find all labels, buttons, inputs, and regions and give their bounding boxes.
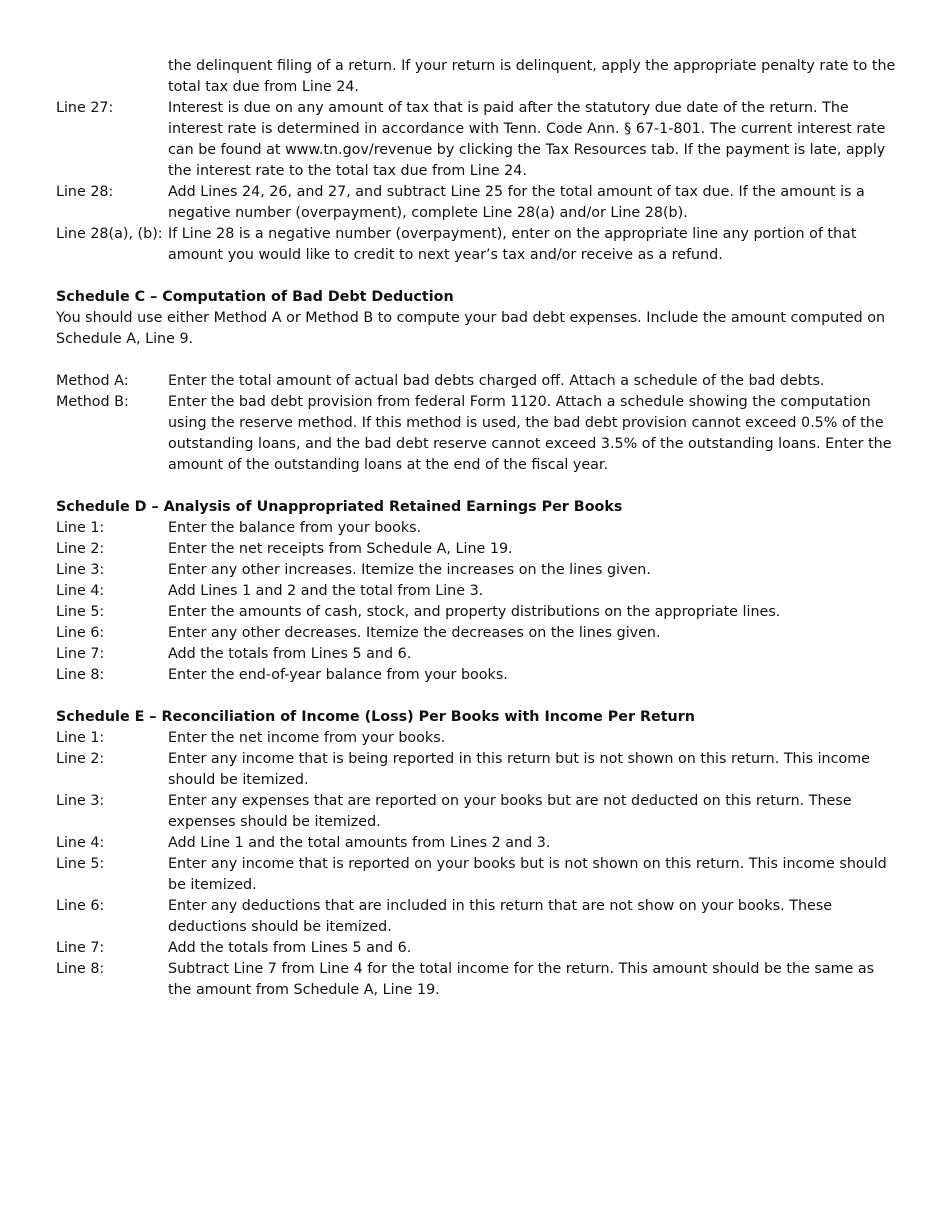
row-label: Line 6: [56,898,105,914]
instruction-row [56,98,896,182]
line-row [56,854,896,896]
instruction-row [56,56,896,98]
row-text: Enter the amounts of cash, stock, and property distributions on the appropriate lines. [168,604,781,620]
row-label: Line 27: [56,100,114,116]
row-label: Line 1: [56,520,105,536]
row-text: Enter the total amount of actual bad debts charged off. Attach a schedule of the bad debts. [168,373,825,389]
line-row [56,623,896,644]
instruction-row [56,224,896,266]
row-label: Line 3: [56,562,105,578]
row-label: Line 2: [56,751,105,767]
row-label: Line 4: [56,583,105,599]
line-row [56,938,896,959]
schedule-e-section [56,707,896,1001]
row-text: Enter any income that is being reported in this return but is not shown on this return. This income should be itemized. [168,751,870,788]
row-label: Line 5: [56,856,105,872]
row-label: Line 7: [56,940,105,956]
line-row [56,749,896,791]
schedule-d-heading: Schedule D – Analysis of Unappropriated Retained Earnings Per Books [56,499,623,515]
method-row [56,371,896,392]
schedule-d-section [56,497,896,686]
line-row [56,539,896,560]
line-row [56,665,896,686]
spacer [56,350,896,371]
row-text: Enter any other increases. Itemize the increases on the lines given. [168,562,651,578]
line-row [56,833,896,854]
row-label: Line 4: [56,835,105,851]
document-page [56,56,896,1001]
row-label: Method B: [56,394,129,410]
row-label: Line 6: [56,625,105,641]
row-text: Enter any other decreases. Itemize the decreases on the lines given. [168,625,661,641]
line-row [56,518,896,539]
line-row [56,644,896,665]
row-label: Line 1: [56,730,105,746]
row-text: Enter any income that is reported on your books but is not shown on this return. This income should be itemized. [168,856,887,893]
row-text: Enter the net income from your books. [168,730,446,746]
schedule-c-heading: Schedule C – Computation of Bad Debt Deduction [56,289,454,305]
intro-section [56,56,896,266]
row-label: Line 3: [56,793,105,809]
row-label: Line 28(a), (b): [56,226,163,242]
row-text: Enter the end-of-year balance from your books. [168,667,508,683]
row-text: Enter any expenses that are reported on your books but are not deducted on this return. These expenses should be itemized. [168,793,852,830]
line-row [56,602,896,623]
row-label: Line 5: [56,604,105,620]
row-text: Add the totals from Lines 5 and 6. [168,646,412,662]
row-text: Enter the bad debt provision from federal Form 1120. Attach a schedule showing the computation using the reserve method. If this method is used, the bad debt provision cannot exceed 0.5% of the outstanding loans, and the bad debt reserve cannot exceed 3.5% of the outstanding loans. Enter the amount of the outstanding loans at the end of the fiscal year. [168,394,892,473]
spacer [56,686,896,707]
spacer [56,476,896,497]
line-row [56,728,896,749]
row-text: Add Lines 24, 26, and 27, and subtract Line 25 for the total amount of tax due. If the amount is a negative number (overpayment), complete Line 28(a) and/or Line 28(b). [168,184,865,221]
row-label: Line 28: [56,184,114,200]
row-text: Enter the balance from your books. [168,520,422,536]
line-row [56,560,896,581]
schedule-c-intro: You should use either Method A or Method B to compute your bad debt expenses. Include the amount computed on Schedule A, Line 9. [56,310,886,347]
line-row [56,896,896,938]
row-text: Add Line 1 and the total amounts from Lines 2 and 3. [168,835,551,851]
row-label: Line 7: [56,646,105,662]
line-row [56,581,896,602]
spacer [56,266,896,287]
line-row [56,959,896,1001]
row-text: Enter the net receipts from Schedule A, Line 19. [168,541,513,557]
instruction-row [56,182,896,224]
row-text: the delinquent filing of a return. If your return is delinquent, apply the appropriate penalty rate to the total tax due from Line 24. [168,58,896,95]
row-label: Line 8: [56,961,105,977]
schedule-c-section [56,287,896,476]
line-row [56,791,896,833]
row-label: Line 8: [56,667,105,683]
row-text: Enter any deductions that are included in this return that are not show on your books. These deductions should be itemized. [168,898,833,935]
row-text: Add the totals from Lines 5 and 6. [168,940,412,956]
row-text: If Line 28 is a negative number (overpayment), enter on the appropriate line any portion of that amount you would like to credit to next year’s tax and/or receive as a refund. [168,226,857,263]
row-label: Method A: [56,373,129,389]
row-text: Interest is due on any amount of tax that is paid after the statutory due date of the return. The interest rate is determined in accordance with Tenn. Code Ann. § 67-1-801. The current interest rate can be found at www.tn.gov/revenue by clicking the Tax Resources tab. If the payment is late, apply the interest rate to the total tax due from Line 24. [168,100,886,179]
row-text: Subtract Line 7 from Line 4 for the total income for the return. This amount should be the same as the amount from Schedule A, Line 19. [168,961,875,998]
method-row [56,392,896,476]
row-text: Add Lines 1 and 2 and the total from Line 3. [168,583,484,599]
row-label: Line 2: [56,541,105,557]
schedule-e-heading: Schedule E – Reconciliation of Income (Loss) Per Books with Income Per Return [56,709,695,725]
